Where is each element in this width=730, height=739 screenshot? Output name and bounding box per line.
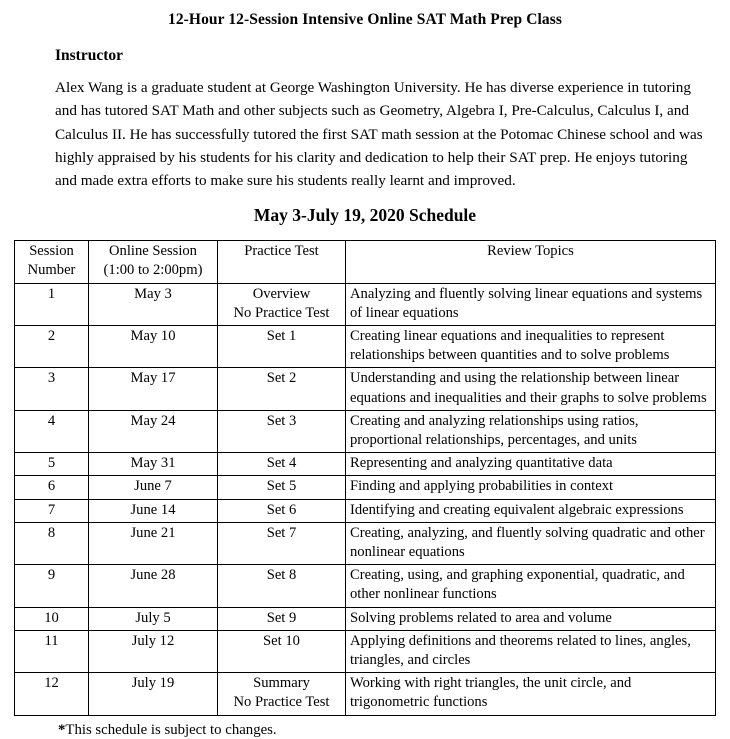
cell-practice-test (218, 565, 346, 607)
instructor-heading: Instructor (55, 46, 124, 64)
cell-review-topics: Understanding and using the relationship between linear equations and inequalities and their graphs to solve problems (346, 368, 716, 410)
table-row (15, 476, 716, 499)
cell-practice-test-line1: Overview (252, 285, 311, 302)
page-title: 12-Hour 12-Session Intensive Online SAT Math Prep Class (167, 11, 563, 28)
cell-practice-test-line2: No Practice Test (233, 694, 330, 711)
column-header-session-number (15, 241, 89, 283)
cell-review-topics: Analyzing and fluently solving linear equations and systems of linear equations (346, 283, 716, 325)
cell-review-topics: Applying definitions and theorems related to lines, angles, triangles, and circles (346, 630, 716, 672)
table-row (15, 522, 716, 564)
cell-online-session-date: June 7 (89, 476, 218, 499)
table-header-row (15, 241, 716, 283)
cell-review-topics: Creating and analyzing relationships using ratios, proportional relationships, percentages, and units (346, 410, 716, 452)
schedule-table (14, 240, 716, 715)
cell-review-topics: Finding and applying probabilities in context (346, 476, 716, 499)
cell-online-session-date: June 21 (89, 522, 218, 564)
cell-practice-test-line1: Set 1 (266, 328, 297, 345)
cell-online-session-date: June 28 (89, 565, 218, 607)
cell-session-number: 3 (15, 368, 89, 410)
column-header-review-topics (346, 241, 716, 283)
cell-practice-test-line2: No Practice Test (233, 304, 330, 321)
table-row (15, 283, 716, 325)
cell-session-number: 4 (15, 410, 89, 452)
footnote-text: This schedule is subject to changes. (65, 721, 277, 738)
cell-practice-test-line1: Set 8 (266, 567, 297, 584)
cell-session-number: 7 (15, 499, 89, 522)
schedule-footnote (0, 716, 730, 739)
table-row (15, 499, 716, 522)
cell-session-number: 8 (15, 522, 89, 564)
cell-practice-test-line1: Set 7 (266, 524, 297, 541)
column-header-practice-test-label: Practice Test (244, 243, 319, 260)
table-row (15, 607, 716, 630)
table-row (15, 368, 716, 410)
table-row (15, 410, 716, 452)
cell-review-topics: Solving problems related to area and volume (346, 607, 716, 630)
cell-online-session-date: June 14 (89, 499, 218, 522)
cell-review-topics: Creating linear equations and inequalities to represent relationships between quantities and to solve problems (346, 326, 716, 368)
cell-session-number: 9 (15, 565, 89, 607)
cell-practice-test (218, 499, 346, 522)
cell-online-session-date: July 12 (89, 630, 218, 672)
cell-online-session-date: May 3 (89, 283, 218, 325)
column-header-online-session-line2: (1:00 to 2:00pm) (103, 262, 203, 279)
cell-review-topics: Identifying and creating equivalent algebraic expressions (346, 499, 716, 522)
cell-session-number: 12 (15, 673, 89, 715)
cell-practice-test (218, 522, 346, 564)
cell-practice-test-line1: Set 6 (266, 501, 297, 518)
column-header-session-number-line2: Number (27, 262, 76, 279)
cell-session-number: 2 (15, 326, 89, 368)
cell-review-topics: Working with right triangles, the unit circle, and trigonometric functions (346, 673, 716, 715)
cell-review-topics: Creating, using, and graphing exponential, quadratic, and other nonlinear functions (346, 565, 716, 607)
column-header-session-number-line1: Session (29, 243, 74, 260)
cell-practice-test (218, 283, 346, 325)
cell-online-session-date: May 31 (89, 453, 218, 476)
cell-online-session-date: May 17 (89, 368, 218, 410)
cell-practice-test (218, 368, 346, 410)
cell-review-topics: Representing and analyzing quantitative data (346, 453, 716, 476)
cell-review-topics: Creating, analyzing, and fluently solving quadratic and other nonlinear equations (346, 522, 716, 564)
cell-practice-test (218, 673, 346, 715)
cell-session-number: 5 (15, 453, 89, 476)
cell-practice-test-line1: Set 2 (266, 370, 297, 387)
footnote-marker: * (58, 721, 66, 738)
cell-practice-test (218, 476, 346, 499)
table-row (15, 565, 716, 607)
column-header-review-topics-label: Review Topics (487, 243, 574, 260)
cell-practice-test-line1: Summary (253, 675, 310, 692)
column-header-online-session-line1: Online Session (109, 243, 197, 260)
cell-session-number: 1 (15, 283, 89, 325)
table-row (15, 673, 716, 715)
cell-online-session-date: May 10 (89, 326, 218, 368)
cell-practice-test-line1: Set 5 (266, 478, 297, 495)
cell-practice-test-line1: Set 9 (266, 609, 297, 626)
cell-session-number: 11 (15, 630, 89, 672)
instructor-bio-paragraph: Alex Wang is a graduate student at George Washington University. He has diverse experience in tutoring and has tutored SAT Math and other subjects such as Geometry, Algebra I, Pre-Calculus, Calculus I, and Calculus II. He has successfully tutored the first SAT math session at the Potomac Chinese school and was highly appraised by his students for his clarity and dedication to help their SAT prep. He enjoys tutoring and made extra efforts to make sure his students really learnt and improved. (55, 79, 703, 189)
cell-practice-test-line1: Set 10 (263, 632, 300, 649)
cell-practice-test (218, 453, 346, 476)
table-row (15, 326, 716, 368)
table-row (15, 630, 716, 672)
schedule-table-container (0, 226, 730, 715)
table-body (15, 283, 716, 715)
cell-practice-test-line1: Set 4 (266, 455, 297, 472)
schedule-title: May 3-July 19, 2020 Schedule (253, 205, 477, 226)
table-header (15, 241, 716, 283)
cell-session-number: 10 (15, 607, 89, 630)
cell-session-number: 6 (15, 476, 89, 499)
cell-online-session-date: July 5 (89, 607, 218, 630)
cell-practice-test (218, 607, 346, 630)
table-row (15, 453, 716, 476)
cell-practice-test (218, 410, 346, 452)
cell-practice-test-line1: Set 3 (266, 412, 297, 429)
cell-practice-test (218, 630, 346, 672)
cell-online-session-date: May 24 (89, 410, 218, 452)
column-header-practice-test (218, 241, 346, 283)
cell-practice-test (218, 326, 346, 368)
cell-online-session-date: July 19 (89, 673, 218, 715)
column-header-online-session (89, 241, 218, 283)
